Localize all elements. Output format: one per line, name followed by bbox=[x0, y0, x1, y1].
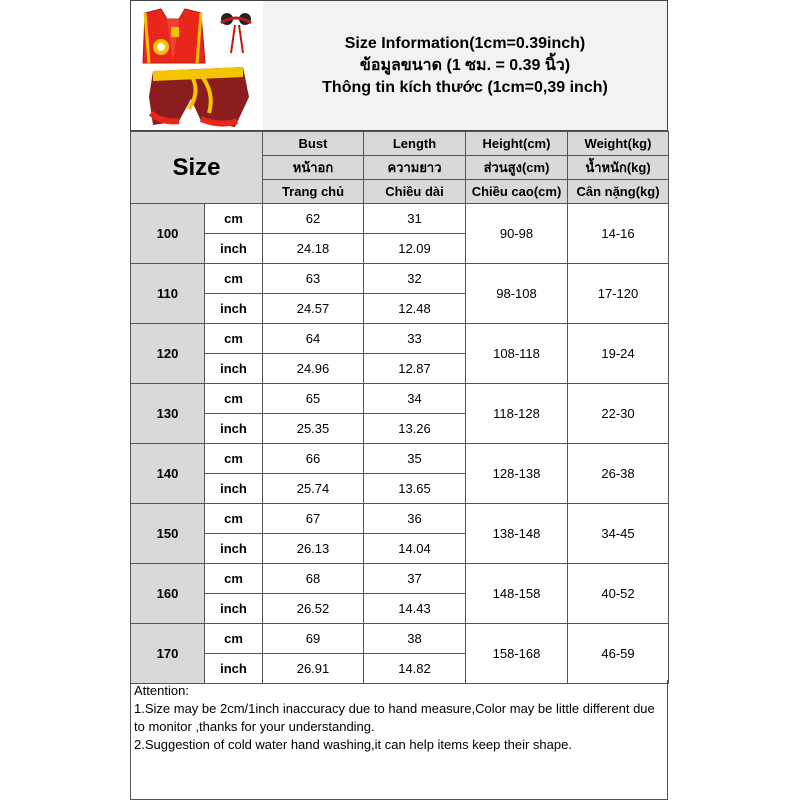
table-row bbox=[131, 384, 669, 414]
weight-cell: 19-24 bbox=[568, 324, 669, 384]
length-inch-cell: 14.04 bbox=[364, 534, 466, 564]
unit-cm-label: cm bbox=[205, 504, 263, 534]
length-inch-cell: 12.09 bbox=[364, 234, 466, 264]
bust-inch-cell: 26.52 bbox=[263, 594, 364, 624]
length-cm-cell: 32 bbox=[364, 264, 466, 294]
weight-cell: 14-16 bbox=[568, 204, 669, 264]
height-cell: 138-148 bbox=[466, 504, 568, 564]
height-cell: 128-138 bbox=[466, 444, 568, 504]
unit-inch-label: inch bbox=[205, 294, 263, 324]
length-inch-cell: 12.48 bbox=[364, 294, 466, 324]
length-cm-cell: 35 bbox=[364, 444, 466, 474]
height-header-vietnamese: Chiều cao(cm) bbox=[466, 180, 568, 204]
size-value: 150 bbox=[131, 504, 205, 564]
length-inch-cell: 12.87 bbox=[364, 354, 466, 384]
weight-header: Weight(kg) bbox=[568, 132, 669, 156]
attention-note-2: 2.Suggestion of cold water hand washing,it can help items keep their shape. bbox=[134, 737, 572, 752]
unit-inch-label: inch bbox=[205, 594, 263, 624]
bust-cm-cell: 67 bbox=[263, 504, 364, 534]
height-header-thai: ส่วนสูง(cm) bbox=[466, 156, 568, 180]
length-inch-cell: 13.26 bbox=[364, 414, 466, 444]
height-cell: 108-118 bbox=[466, 324, 568, 384]
bust-header-thai: หน้าอก bbox=[263, 156, 364, 180]
weight-header-vietnamese: Cân nặng(kg) bbox=[568, 180, 669, 204]
weight-cell: 26-38 bbox=[568, 444, 669, 504]
size-value: 140 bbox=[131, 444, 205, 504]
table-row bbox=[131, 504, 669, 534]
length-cm-cell: 37 bbox=[364, 564, 466, 594]
title-block bbox=[263, 1, 667, 130]
table-row bbox=[131, 444, 669, 474]
size-table bbox=[130, 131, 669, 684]
size-chart bbox=[130, 0, 668, 800]
attention-heading: Attention: bbox=[134, 683, 189, 698]
size-column-header: Size bbox=[131, 132, 263, 204]
length-cm-cell: 34 bbox=[364, 384, 466, 414]
bust-header: Bust bbox=[263, 132, 364, 156]
bust-inch-cell: 26.13 bbox=[263, 534, 364, 564]
size-value: 100 bbox=[131, 204, 205, 264]
title-thai: ข้อมูลขนาด (1 ซม. = 0.39 นิ้ว) bbox=[359, 56, 571, 74]
unit-cm-label: cm bbox=[205, 324, 263, 354]
size-value: 170 bbox=[131, 624, 205, 684]
table-row bbox=[131, 624, 669, 654]
length-cm-cell: 36 bbox=[364, 504, 466, 534]
bust-cm-cell: 66 bbox=[263, 444, 364, 474]
attention-note-1: 1.Size may be 2cm/1inch inaccuracy due to hand measure,Color may be little different due to monitor ,thanks for your understanding. bbox=[134, 701, 655, 734]
length-inch-cell: 14.82 bbox=[364, 654, 466, 684]
length-inch-cell: 14.43 bbox=[364, 594, 466, 624]
bust-cm-cell: 63 bbox=[263, 264, 364, 294]
weight-cell: 22-30 bbox=[568, 384, 669, 444]
bust-inch-cell: 24.57 bbox=[263, 294, 364, 324]
unit-cm-label: cm bbox=[205, 444, 263, 474]
bust-header-vietnamese: Trang chủ bbox=[263, 180, 364, 204]
unit-inch-label: inch bbox=[205, 234, 263, 264]
length-cm-cell: 38 bbox=[364, 624, 466, 654]
bust-inch-cell: 25.74 bbox=[263, 474, 364, 504]
bust-inch-cell: 26.91 bbox=[263, 654, 364, 684]
length-cm-cell: 33 bbox=[364, 324, 466, 354]
unit-cm-label: cm bbox=[205, 564, 263, 594]
table-row bbox=[131, 204, 669, 234]
size-value: 120 bbox=[131, 324, 205, 384]
unit-inch-label: inch bbox=[205, 354, 263, 384]
table-row bbox=[131, 564, 669, 594]
unit-cm-label: cm bbox=[205, 384, 263, 414]
costume-illustration bbox=[131, 1, 263, 130]
length-cm-cell: 31 bbox=[364, 204, 466, 234]
bust-inch-cell: 24.18 bbox=[263, 234, 364, 264]
table-row bbox=[131, 264, 669, 294]
size-value: 130 bbox=[131, 384, 205, 444]
weight-cell: 34-45 bbox=[568, 504, 669, 564]
height-header: Height(cm) bbox=[466, 132, 568, 156]
title-vietnamese: Thông tin kích thước (1cm=0,39 inch) bbox=[322, 78, 608, 96]
bust-cm-cell: 65 bbox=[263, 384, 364, 414]
weight-cell: 17-120 bbox=[568, 264, 669, 324]
unit-cm-label: cm bbox=[205, 204, 263, 234]
attention-notes bbox=[130, 680, 668, 800]
title-english: Size Information(1cm=0.39inch) bbox=[344, 34, 586, 52]
chart-header bbox=[130, 0, 668, 131]
bust-inch-cell: 24.96 bbox=[263, 354, 364, 384]
weight-cell: 40-52 bbox=[568, 564, 669, 624]
weight-cell: 46-59 bbox=[568, 624, 669, 684]
bust-cm-cell: 62 bbox=[263, 204, 364, 234]
unit-inch-label: inch bbox=[205, 534, 263, 564]
unit-cm-label: cm bbox=[205, 624, 263, 654]
unit-cm-label: cm bbox=[205, 264, 263, 294]
bust-cm-cell: 69 bbox=[263, 624, 364, 654]
bust-cm-cell: 68 bbox=[263, 564, 364, 594]
product-photo bbox=[131, 1, 264, 130]
table-row bbox=[131, 324, 669, 354]
height-cell: 90-98 bbox=[466, 204, 568, 264]
length-header: Length bbox=[364, 132, 466, 156]
length-header-thai: ความยาว bbox=[364, 156, 466, 180]
unit-inch-label: inch bbox=[205, 654, 263, 684]
size-value: 160 bbox=[131, 564, 205, 624]
size-value: 110 bbox=[131, 264, 205, 324]
height-cell: 148-158 bbox=[466, 564, 568, 624]
height-cell: 98-108 bbox=[466, 264, 568, 324]
unit-inch-label: inch bbox=[205, 474, 263, 504]
length-header-vietnamese: Chiều dài bbox=[364, 180, 466, 204]
weight-header-thai: น้ำหนัก(kg) bbox=[568, 156, 669, 180]
bust-inch-cell: 25.35 bbox=[263, 414, 364, 444]
height-cell: 158-168 bbox=[466, 624, 568, 684]
height-cell: 118-128 bbox=[466, 384, 568, 444]
unit-inch-label: inch bbox=[205, 414, 263, 444]
header-row-english bbox=[131, 132, 669, 156]
bust-cm-cell: 64 bbox=[263, 324, 364, 354]
length-inch-cell: 13.65 bbox=[364, 474, 466, 504]
